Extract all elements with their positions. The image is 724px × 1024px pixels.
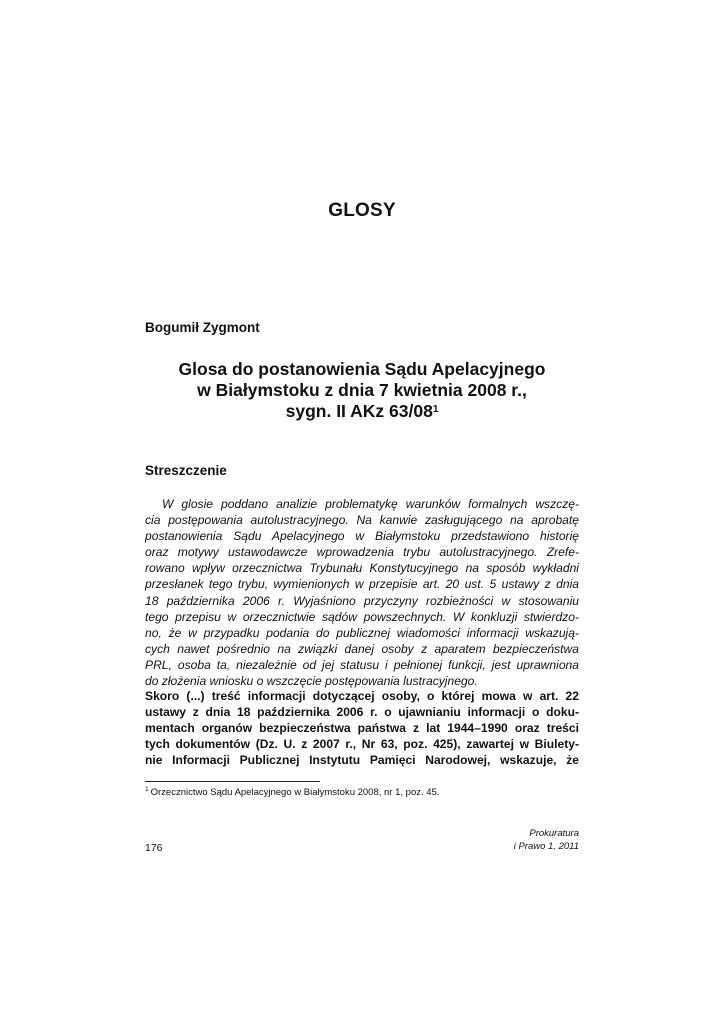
author-name: Bogumił Zygmont xyxy=(145,320,260,335)
abstract-heading: Streszczenie xyxy=(145,463,227,478)
body-line: Skoro (...) treść informacji dotyczącej osoby, o której mowa w art. 22 xyxy=(145,689,579,703)
abstract-text xyxy=(145,496,579,689)
abstract-line: 18 października 2006 r. Wyjaśniono przyczyny rozbieżności w stosowaniu xyxy=(145,593,579,608)
journal-name: Prokuratura xyxy=(529,828,579,839)
page-number: 176 xyxy=(145,842,163,854)
abstract-line: rowano wpływ orzecznictwa Trybunału Konstytucyjnego na sposób wykładni xyxy=(145,561,579,576)
body-quote xyxy=(145,688,579,768)
abstract-line: oraz motywy ustawodawcze wprowadzenia trybu autolustracyjnego. Zrefe- xyxy=(145,545,579,560)
body-line: nie Informacji Publicznej Instytutu Pamięci Narodowej, wskazuje, że xyxy=(145,753,579,768)
abstract-line: postanowienia Sądu Apelacyjnego w Białymstoku przedstawiono historię xyxy=(145,529,579,544)
journal-issue: i Prawo 1, 2011 xyxy=(513,840,579,852)
article-title xyxy=(145,359,579,422)
footnote-marker: 1 xyxy=(145,786,149,793)
journal-info xyxy=(514,828,579,853)
footnote-separator xyxy=(145,781,320,782)
section-heading: GLOSY xyxy=(328,200,396,221)
title-line-2: w Białymstoku z dnia 7 kwietnia 2008 r., xyxy=(197,380,527,400)
title-line-3-text: sygn. II AKz 63/08 xyxy=(285,401,433,421)
body-line: mentach organów bezpieczeństwa państwa z lat 1944–1990 oraz treści xyxy=(145,721,579,736)
body-line: ustawy z dnia 18 października 2006 r. o ujawnianiu informacji o doku- xyxy=(145,705,579,720)
title-line-3 xyxy=(145,401,579,422)
abstract-line: no, że w przypadku podania do publicznej wiadomości informacji wskazują- xyxy=(145,625,579,640)
abstract-line: PRL, osoba ta, niezależnie od jej statusu i pełnionej funkcji, jest uprawniona xyxy=(145,657,579,672)
footnote-text: Orzecznictwo Sądu Apelacyjnego w Białymstoku 2008, nr 1, poz. 45. xyxy=(150,787,440,798)
abstract-line: W glosie poddano analizie problematykę warunków formalnych wszczę- xyxy=(162,497,579,511)
title-line-1: Glosa do postanowienia Sądu Apelacyjnego xyxy=(178,359,546,379)
abstract-line: cych nawet pośrednio na związki danej osoby z aparatem bezpieczeństwa xyxy=(145,641,579,656)
title-footnote-marker[interactable]: 1 xyxy=(432,404,439,415)
abstract-line: cia postępowania autolustracyjnego. Na kanwie zasługującego na aprobatę xyxy=(145,513,579,528)
abstract-line: do złożenia wniosku o wszczęcie postępowania lustracyjnego. xyxy=(145,674,478,689)
abstract-line: tego przepisu w orzecznictwie sądów powszechnych. W konkluzji stwierdzo- xyxy=(145,609,579,624)
body-line: tych dokumentów (Dz. U. z 2007 r., Nr 63, poz. 425), zawartej w Biulety- xyxy=(145,737,579,752)
abstract-line: przesłanek tego trybu, wymienionych w przepisie art. 20 ust. 5 ustawy z dnia xyxy=(145,577,579,592)
footnote xyxy=(145,787,439,798)
